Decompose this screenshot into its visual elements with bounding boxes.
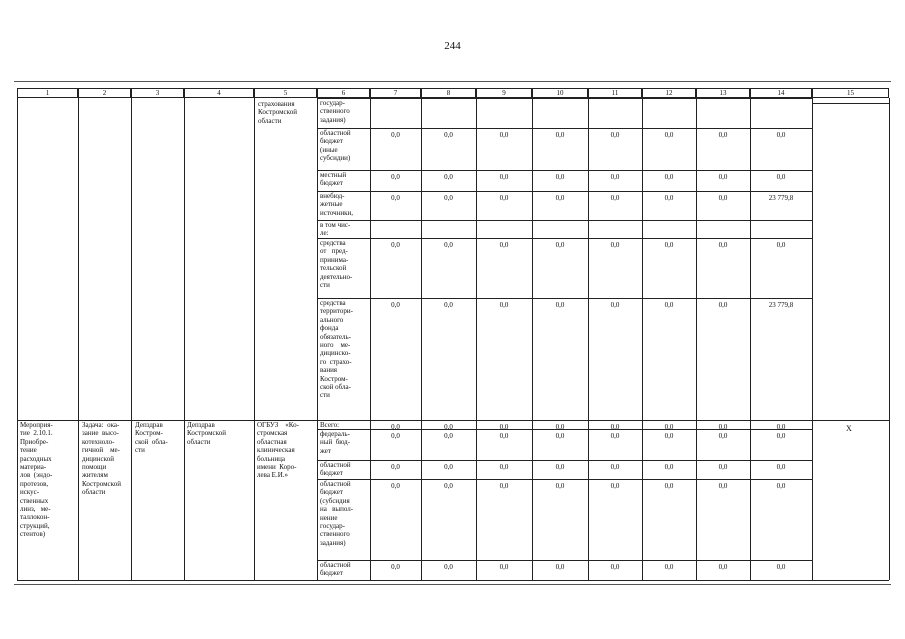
block2-row2-value14: 0,0 (776, 463, 786, 471)
block2-row2-value12: 0,0 (664, 463, 674, 471)
block1-row6-value8: 0,0 (444, 301, 453, 309)
block2-row0-value10: 0,0 (555, 423, 565, 431)
block1-row2-value10: 0,0 (555, 173, 565, 181)
block1-row3-value14: 23 779,8 (768, 194, 794, 202)
block1-row2-value8: 0,0 (444, 173, 453, 181)
block2-row0-value9: 0,0 (499, 423, 509, 431)
block2-row2-value13: 0,0 (718, 463, 728, 471)
grid-vline-2 (131, 98, 132, 580)
block2-row4-value7: 0,0 (391, 563, 400, 571)
block1-row5-value12: 0,0 (664, 241, 674, 249)
block2-row3-value7: 0,0 (391, 482, 400, 490)
block2-row3-value13: 0,0 (718, 482, 728, 490)
column-header-7: 7 (370, 88, 421, 98)
block1-row2-value13: 0,0 (718, 173, 728, 181)
block2-row1-value7: 0,0 (391, 432, 400, 440)
block2-row4-value13: 0,0 (718, 563, 728, 571)
grid-vline-0 (17, 98, 18, 580)
block2-row2-value10: 0,0 (555, 463, 565, 471)
block1-row6-col6: средства территори- ального фонда обязатель- ного ме- дицинско- го страхо- вания Костром- ской обла- сти (320, 299, 353, 400)
block1-row6-value12: 0,0 (664, 301, 674, 309)
block2-row1-value11: 0,0 (610, 432, 620, 440)
block1-row6-value13: 0,0 (718, 301, 728, 309)
block1-row5-value14: 0,0 (776, 241, 786, 249)
block2-row0-value11: 0,0 (610, 423, 620, 431)
column-header-9: 9 (476, 88, 532, 98)
block1-row1-value8: 0,0 (444, 131, 453, 139)
grid-hline (317, 220, 812, 221)
block1-row4-col6: в том чис- ле: (320, 221, 351, 238)
grid-hline (317, 238, 812, 239)
block1-row6-value10: 0,0 (555, 301, 565, 309)
block2-row2-value8: 0,0 (444, 463, 453, 471)
column-header-1: 1 (17, 88, 78, 98)
block2-col15-mark: Х (846, 424, 852, 433)
column-header-4: 4 (184, 88, 254, 98)
column-header-13: 13 (696, 88, 750, 98)
block2-row3-value11: 0,0 (610, 482, 620, 490)
block2-row2-value9: 0,0 (499, 463, 509, 471)
block1-row3-value7: 0,0 (391, 194, 400, 202)
block2-row3-value8: 0,0 (444, 482, 453, 490)
block2-row4-value10: 0,0 (555, 563, 565, 571)
grid-vline-1 (78, 98, 79, 580)
block1-row1-value12: 0,0 (664, 131, 674, 139)
block1-row3-value12: 0,0 (664, 194, 674, 202)
block2-row0-value14: 0,0 (776, 423, 786, 431)
column-header-8: 8 (421, 88, 476, 98)
block1-row5-col6: средства от пред- принима- тельской деятельно- сти (320, 239, 353, 290)
block2-row1-value9: 0,0 (499, 432, 509, 440)
block1-row1-value7: 0,0 (391, 131, 400, 139)
block2-row1-value14: 0,0 (776, 432, 786, 440)
block1-row5-value11: 0,0 (610, 241, 620, 249)
grid-hline (317, 128, 812, 129)
block2-col1-text: Мероприя- тие 2.10.1. Приобре- тение расходных материа- лов (эндо- протезов, искус- ственных линз, ме- таллокон- струкций, стентов) (20, 421, 53, 539)
block1-row3-col6: внебюд- жетные источники, (320, 192, 354, 217)
bottom-rule (14, 584, 891, 585)
block2-row3-col6: областной бюджет (субсидия на выпол- нение государ- ственного задания) (320, 480, 354, 547)
block2-row1-value10: 0,0 (555, 432, 565, 440)
block1-row6-value7: 0,0 (391, 301, 400, 309)
column-header-5: 5 (254, 88, 317, 98)
block1-row0-col6: государ- ственного задания) (320, 99, 350, 124)
grid-hline (317, 170, 812, 171)
block2-row0-col6: Всего: (320, 421, 340, 429)
block2-row0-value13: 0,0 (718, 423, 728, 431)
column-header-14: 14 (750, 88, 812, 98)
block2-row2-value11: 0,0 (610, 463, 620, 471)
block1-row3-value10: 0,0 (555, 194, 565, 202)
block2-row3-value9: 0,0 (499, 482, 509, 490)
block2-row4-value12: 0,0 (664, 563, 674, 571)
column-header-6: 6 (317, 88, 370, 98)
grid-hline (317, 479, 812, 480)
block1-row2-value9: 0,0 (499, 173, 509, 181)
block1-row3-value8: 0,0 (444, 194, 453, 202)
block1-row1-value13: 0,0 (718, 131, 728, 139)
column-header-12: 12 (642, 88, 696, 98)
grid-vline-15 (889, 98, 890, 580)
block2-row1-value13: 0,0 (718, 432, 728, 440)
page-number: 244 (444, 40, 461, 52)
column-header-10: 10 (532, 88, 588, 98)
block1-row1-value10: 0,0 (555, 131, 565, 139)
block1-row5-value10: 0,0 (555, 241, 565, 249)
block1-row5-value7: 0,0 (391, 241, 400, 249)
block2-row0-value8: 0,0 (444, 423, 453, 431)
block2-row1-value12: 0,0 (664, 432, 674, 440)
table-bottom (17, 580, 889, 581)
block1-row5-value9: 0,0 (499, 241, 509, 249)
col15-line (812, 103, 889, 104)
block2-row4-value8: 0,0 (444, 563, 453, 571)
block2-row3-value10: 0,0 (555, 482, 565, 490)
block2-row3-value12: 0,0 (664, 482, 674, 490)
block2-row3-value14: 0,0 (776, 482, 786, 490)
block2-row4-col6: областной бюджет (320, 561, 351, 578)
block2-row4-value9: 0,0 (499, 563, 509, 571)
block1-row3-value9: 0,0 (499, 194, 509, 202)
block1-row5-value8: 0,0 (444, 241, 453, 249)
block1-row2-value12: 0,0 (664, 173, 674, 181)
grid-vline-14 (812, 98, 813, 580)
grid-vline-3 (184, 98, 185, 580)
block2-row4-value14: 0,0 (776, 563, 786, 571)
block2-row1-value8: 0,0 (444, 432, 453, 440)
grid-hline (317, 560, 812, 561)
block1-row3-value13: 0,0 (718, 194, 728, 202)
block1-row2-col6: местный бюджет (320, 171, 347, 188)
grid-hline (317, 98, 812, 99)
block1-row1-value9: 0,0 (499, 131, 509, 139)
block1-row6-value11: 0,0 (610, 301, 620, 309)
block1-row5-value13: 0,0 (718, 241, 728, 249)
block1-row1-col6: областной бюджет (иные субсидии) (320, 129, 351, 163)
block1-row6-value9: 0,0 (499, 301, 509, 309)
column-header-2: 2 (78, 88, 131, 98)
grid-hline (317, 460, 812, 461)
block1-col5-text: страхования Костромской области (258, 100, 297, 125)
block2-row1-col6: федераль- ный бюд- жет (320, 430, 351, 455)
block2-col4-text: Депздрав Костромской области (187, 421, 226, 446)
block2-col3-text: Депздрав Костром- ской обла- сти (135, 421, 168, 455)
block2-row4-value11: 0,0 (610, 563, 620, 571)
column-header-3: 3 (131, 88, 184, 98)
grid-hline (317, 191, 812, 192)
grid-vline-4 (254, 98, 255, 580)
block1-row6-value14: 23 779,8 (768, 301, 794, 309)
block2-row2-col6: областной бюджет (320, 461, 351, 478)
block1-row2-value11: 0,0 (610, 173, 620, 181)
block2-row0-value12: 0,0 (664, 423, 674, 431)
top-rule (14, 81, 891, 82)
block2-col2-text: Задача: ока- зание высо- котехноло- гичной ме- дицинской помощи жителям Костромской области (82, 421, 121, 497)
block1-row1-value14: 0,0 (776, 131, 786, 139)
block1-row2-value14: 0,0 (776, 173, 786, 181)
column-header-15: 15 (812, 88, 889, 98)
block1-row1-value11: 0,0 (610, 131, 620, 139)
column-header-11: 11 (588, 88, 642, 98)
block2-row0-value7: 0,0 (391, 423, 400, 431)
block1-row3-value11: 0,0 (610, 194, 620, 202)
block2-col5-text: ОГБУЗ «Ко- стромская областная клиническая больница имени Коро- лева Е.И.» (257, 421, 299, 480)
block2-row2-value7: 0,0 (391, 463, 400, 471)
block1-row2-value7: 0,0 (391, 173, 400, 181)
grid-hline (317, 298, 812, 299)
